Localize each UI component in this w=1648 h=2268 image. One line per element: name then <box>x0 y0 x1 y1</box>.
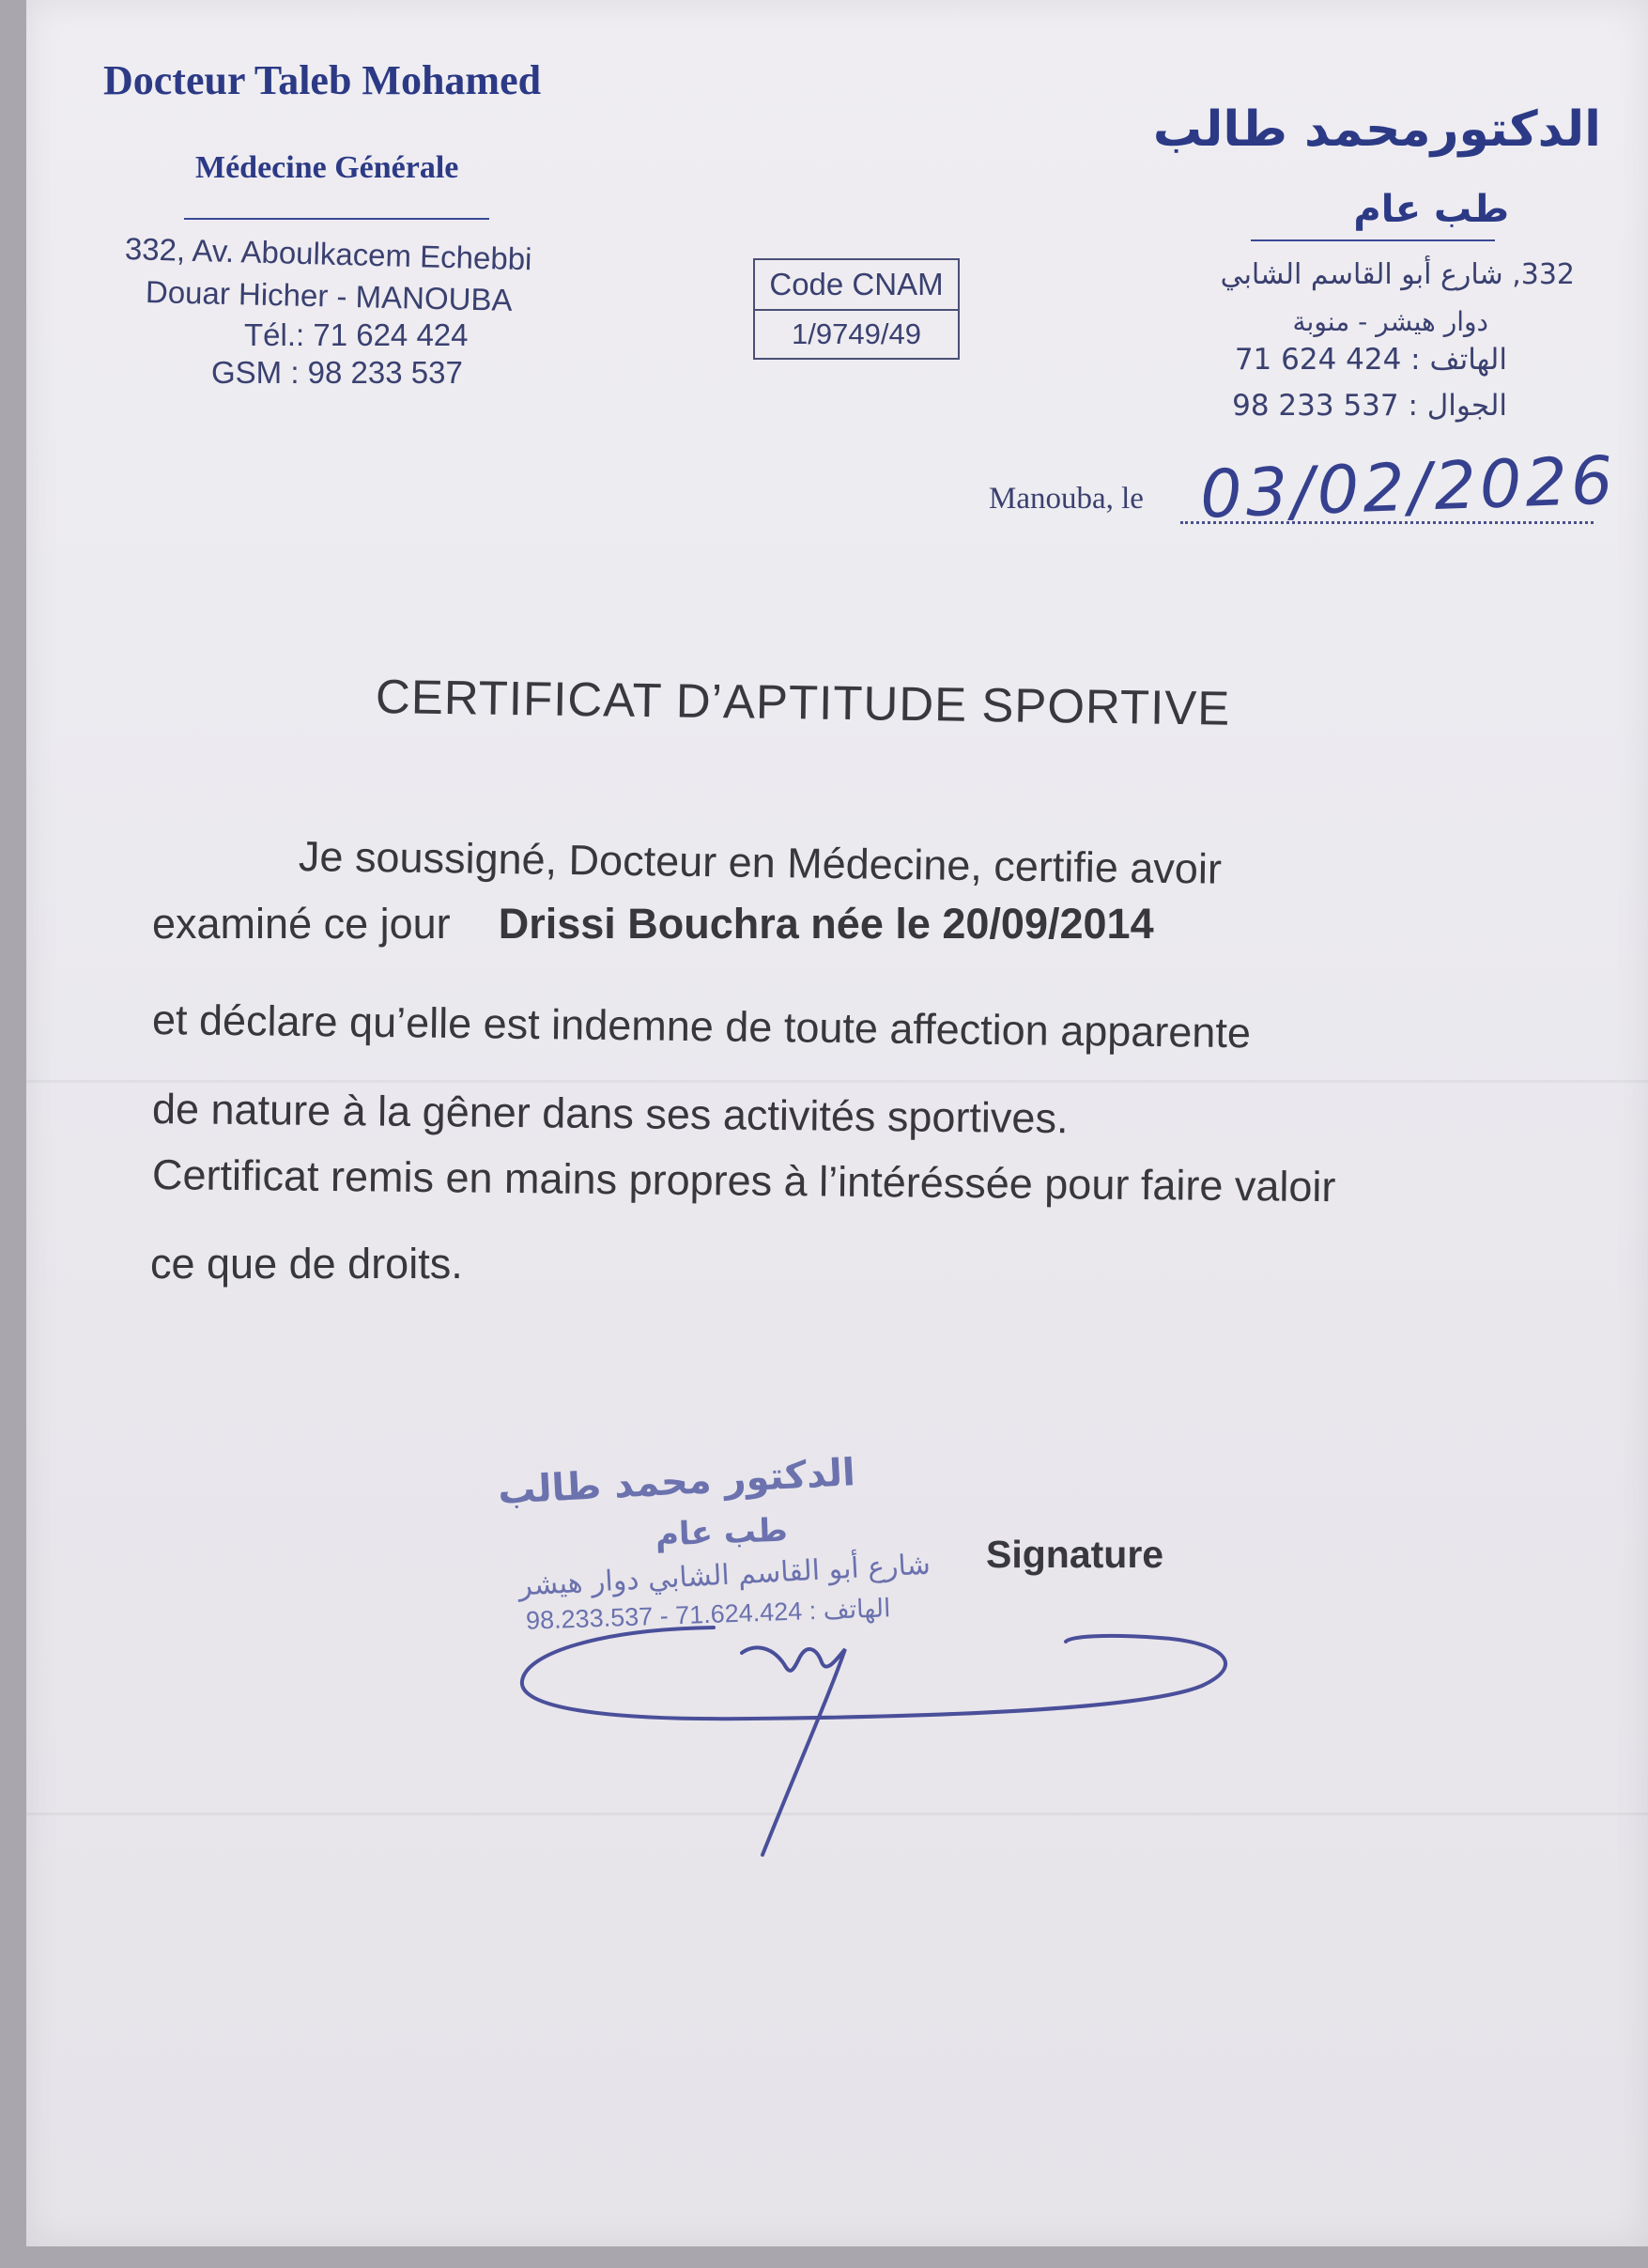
doctor-specialty-arabic: طب عام <box>1353 188 1509 231</box>
phone-number: Tél.: 71 624 424 <box>244 317 469 352</box>
certificate-line-4: de nature à la gêner dans ses activités sportives. <box>151 1085 1069 1143</box>
address-line-2: Douar Hicher - MANOUBA <box>145 274 513 317</box>
handwritten-date: 03/02/2026 <box>1198 441 1618 533</box>
signature-mark-stroke <box>742 1647 845 1855</box>
gsm-number: GSM : 98 233 537 <box>211 355 463 390</box>
certificate-line-6: ce que de droits. <box>150 1240 463 1288</box>
gsm-number-arabic: الجوال : 537 233 98 <box>1232 389 1507 423</box>
cnam-code-label: Code CNAM <box>755 260 958 311</box>
doctor-specialty: Médecine Générale <box>195 150 459 185</box>
signature-loop-stroke <box>522 1628 1225 1719</box>
stamp-phone: 98.233.537 - 71.624.424 : الهاتف <box>525 1594 892 1635</box>
doctor-name-arabic: الدكتورمحمد طالب <box>1152 101 1601 158</box>
certificate-title: CERTIFICAT D’APTITUDE SPORTIVE <box>375 670 1231 735</box>
phone-number-arabic: الهاتف : 424 624 71 <box>1234 343 1507 377</box>
address-line-1-arabic: 332, شارع أبو القاسم الشابي <box>1220 258 1575 291</box>
certificate-line-2-prefix: examiné ce jour <box>152 900 451 948</box>
certificate-line-5: Certificat remis en mains propres à l’intéréssée pour faire valoir <box>151 1150 1336 1211</box>
address-line-2-arabic: دوار هيشر - منوبة <box>1292 306 1488 337</box>
doctor-name: Docteur Taleb Mohamed <box>103 57 542 103</box>
date-label: Manouba, le <box>989 482 1144 516</box>
address-line-1: 332, Av. Aboulkacem Echebbi <box>124 231 532 277</box>
stamp-doctor-name: الدكتور محمد طالب <box>497 1451 856 1513</box>
certificate-line-3: et déclare qu’elle est indemne de toute affection apparente <box>151 995 1252 1057</box>
cnam-code-value: 1/9749/49 <box>792 317 921 350</box>
patient-details: Drissi Bouchra née le 20/09/2014 <box>498 900 1154 948</box>
signature-label: Signature <box>986 1533 1164 1576</box>
stamp-specialty: طب عام <box>655 1511 789 1554</box>
stamp-address: شارع أبو القاسم الشابي دوار هيشر <box>517 1548 932 1603</box>
certificate-line-1: Je soussigné, Docteur en Médecine, certifie avoir <box>298 832 1223 893</box>
